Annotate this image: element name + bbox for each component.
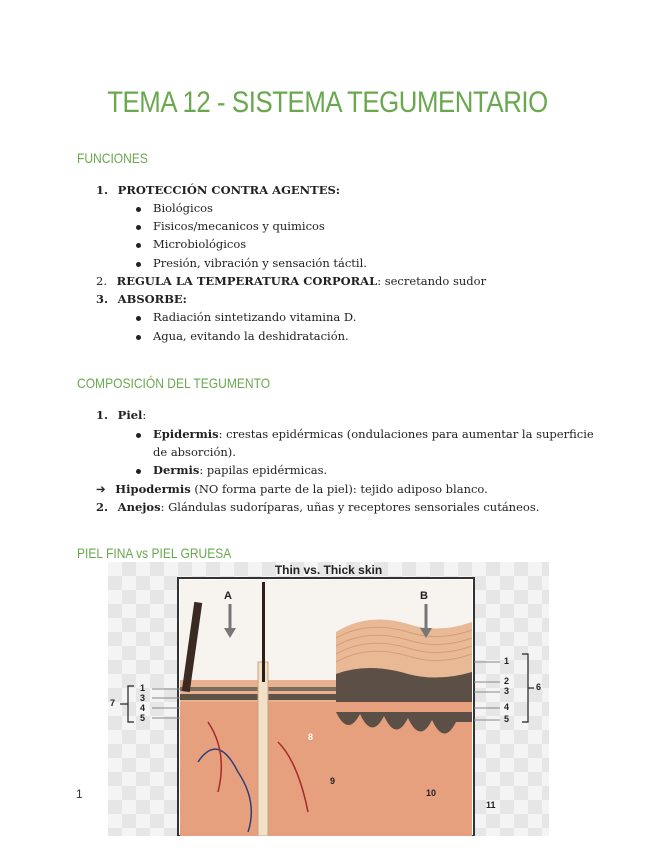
list-item (96, 482, 488, 497)
item-text: : crestas epidérmicas (ondulaciones para aumentar la superficie (218, 427, 594, 441)
label-right: 3 (504, 686, 510, 696)
list-item: Biológicos (153, 201, 213, 215)
list-item: Microbiológicos (153, 237, 247, 251)
item-title: REGULA LA TEMPERATURA CORPORAL (116, 274, 378, 288)
item-title: Hipodermis (115, 482, 191, 496)
label-right-group: 6 (536, 682, 542, 692)
item-number: 2. (96, 274, 107, 288)
section-composicion-heading: COMPOSICIÓN DEL TEGUMENTO (77, 375, 271, 391)
page-number: 1 (76, 787, 83, 801)
arrow-icon: ➔ (96, 482, 106, 496)
bullet-icon (136, 207, 141, 212)
label-left: 3 (140, 693, 146, 703)
list-item-continuation: de absorción). (153, 445, 236, 459)
skin-diagram (108, 562, 549, 836)
label-inner: 8 (308, 732, 314, 742)
hair-follicle (258, 662, 268, 836)
bullet-icon (136, 335, 141, 340)
label-right: 2 (504, 676, 510, 686)
list-item (96, 292, 187, 307)
section-funciones-heading: FUNCIONES (77, 150, 148, 166)
item-title: Anejos (117, 500, 161, 514)
item-text: (NO forma parte de la piel): tejido adiposo blanco. (190, 482, 488, 496)
label-a: A (224, 590, 232, 602)
item-title: Dermis (153, 463, 200, 477)
item-number: 3. (96, 292, 109, 306)
label-left: 1 (140, 683, 146, 693)
label-left-group: 7 (110, 698, 116, 708)
bracket-right (522, 654, 528, 722)
item-text: : secretando sudor (377, 274, 487, 288)
label-inner: 10 (426, 788, 437, 798)
label-left: 5 (140, 713, 146, 723)
section-piel-heading: PIEL FINA vs PIEL GRUESA (77, 545, 232, 561)
label-b: B (420, 590, 428, 602)
item-number: 2. (96, 500, 109, 514)
item-text: : papilas epidérmicas. (199, 463, 328, 477)
item-title: ABSORBE: (117, 292, 187, 306)
label-right: 1 (504, 656, 510, 666)
list-item: Agua, evitando la deshidratación. (153, 329, 349, 343)
list-item (96, 500, 539, 515)
list-item (96, 183, 340, 198)
label-inner: 9 (330, 776, 336, 786)
bullet-icon (136, 433, 141, 438)
list-item (96, 408, 146, 423)
list-item: Radiación sintetizando vitamina D. (153, 310, 357, 324)
bullet-icon (136, 316, 141, 321)
list-item: Presión, vibración y sensación táctil. (153, 256, 367, 270)
bullet-icon (136, 469, 141, 474)
bullet-icon (136, 243, 141, 248)
list-item (153, 463, 327, 478)
item-title: Epidermis (153, 427, 219, 441)
list-item: Fisicos/mecanicos y quimicos (153, 219, 325, 233)
label-right: 4 (504, 702, 510, 712)
skin-diagram-figure (108, 562, 549, 836)
list-item (96, 274, 486, 289)
item-title: PROTECCIÓN CONTRA AGENTES: (117, 183, 341, 197)
item-number: 1. (96, 408, 109, 422)
bullet-icon (136, 225, 141, 230)
item-text: : (142, 408, 147, 422)
item-number: 1. (96, 183, 109, 197)
hair-shaft (262, 582, 265, 682)
page-title: TEMA 12 - SISTEMA TEGUMENTARIO (107, 86, 548, 119)
bullet-icon (136, 262, 141, 267)
label-left: 4 (140, 703, 146, 713)
item-text: : Glándulas sudoríparas, uñas y receptores sensoriales cutáneos. (160, 500, 540, 514)
list-item (153, 427, 594, 442)
figure-title: Thin vs. Thick skin (274, 563, 383, 577)
label-inner: 11 (486, 800, 496, 810)
bracket-left (128, 686, 134, 722)
item-title: Piel (117, 408, 143, 422)
label-right: 5 (504, 714, 510, 724)
